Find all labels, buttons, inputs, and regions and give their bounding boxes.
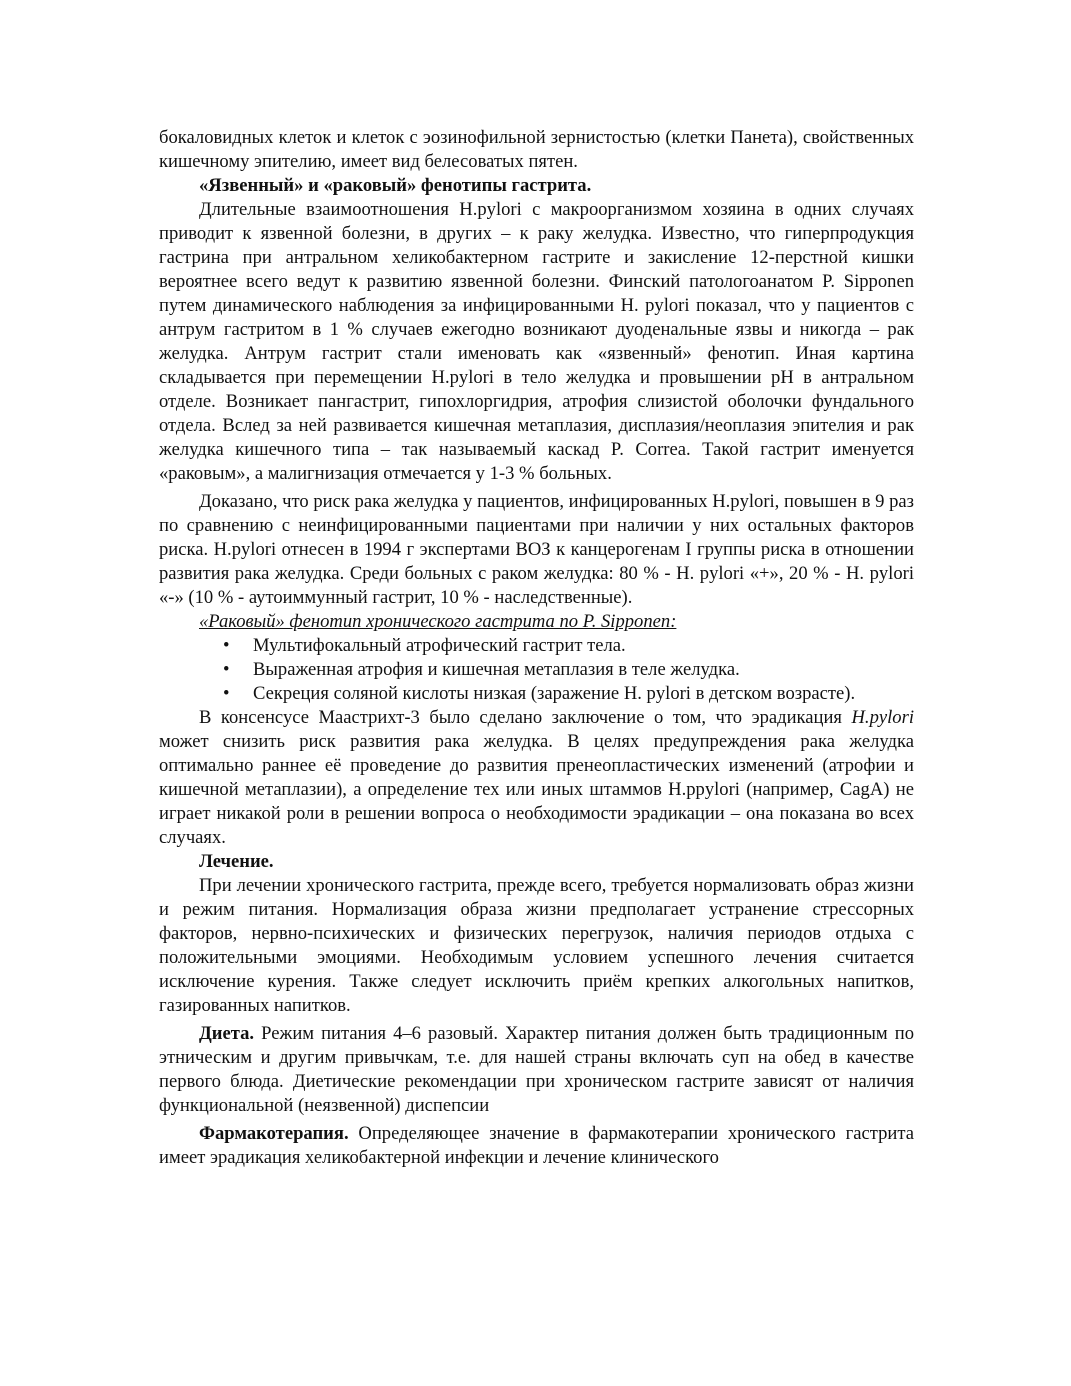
diet-text: Режим питания 4–6 разовый. Характер питания должен быть традиционным по этническим и другим привычкам, т.е. для нашей страны включать суп на обед в качестве первого блюда. Диетические рекомендации при хроническом гастрите зависят от наличия функциональной (неязвенной) диспепсии (159, 1023, 914, 1116)
paragraph-goblet-cells: бокаловидных клеток и клеток с эозинофильной зернистостью (клетки Панета), свойственных кишечному эпителию, имеет вид белесоватых пятен. (159, 127, 914, 172)
list-item-text: Выраженная атрофия и кишечная метаплазия в теле желудка. (253, 659, 740, 680)
heading-treatment: Лечение. (199, 851, 274, 872)
paragraph-pharmacotherapy (159, 1122, 914, 1170)
list-item-text: Секреция соляной кислоты низкая (заражение H. pylori в детском возрасте). (253, 683, 856, 704)
list-item (159, 658, 914, 682)
list-item (159, 634, 914, 658)
bullet-icon: • (223, 683, 230, 704)
bullet-icon: • (223, 635, 230, 656)
list-item-text: Мультифокальный атрофический гастрит тела. (253, 635, 626, 656)
maastricht-text-rest: может снизить риск развития рака желудка. В целях предупреждения рака желудка оптимально раннее её проведение до развития пренеопластических изменений (атрофии и кишечной метаплазии), а определение тех или иных штаммов H.ppylori (например, CagA) не играет никакой роли в решении вопроса о необходимости эрадикации – она показана во всех случаях. (159, 731, 914, 848)
bullet-icon: • (223, 659, 230, 680)
maastricht-text-start: В консенсусе Маастрихт-3 было сделано заключение о том, что эрадикация (199, 707, 852, 728)
list-caption-cancer-phenotype: «Раковый» фенотип хронического гастрита по P. Sipponen: (199, 611, 677, 632)
paragraph-maastricht (159, 706, 914, 850)
maastricht-italic-hpylori: H.pylori (851, 707, 914, 728)
bullet-list-phenotype (159, 634, 914, 706)
heading-phenotypes: «Язвенный» и «раковый» фенотипы гастрита. (199, 175, 592, 196)
document-page (159, 126, 914, 1170)
paragraph-cancer-risk: Доказано, что риск рака желудка у пациентов, инфицированных H.pylori, повышен в 9 раз по сравнению с неинфицированными пациентами при наличии у них остальных факторов риска. H.pylori отнесен в 1994 г экспертами ВОЗ к канцерогенам I группы риска в отношении развития рака желудка. Среди больных с раком желудка: 80 % - H. pylori «+», 20 % - H. pylori «-» (10 % - аутоиммунный гастрит, 10 % - наследственные). (159, 491, 914, 608)
list-item (159, 682, 914, 706)
diet-lead: Диета. (199, 1023, 255, 1044)
pharmacotherapy-lead: Фармакотерапия. (199, 1123, 349, 1144)
paragraph-diet (159, 1022, 914, 1118)
pharmacotherapy-text: Определяющее значение в фармакотерапии хронического гастрита имеет эрадикация хеликобактерной инфекции и лечение клинического (159, 1123, 914, 1168)
paragraph-hpylori-relations: Длительные взаимоотношения H.pylori с макроорганизмом хозяина в одних случаях приводит к язвенной болезни, в других – к раку желудка. Известно, что гиперпродукция гастрина при антральном хеликобактерном гастрите и закисление 12-перстной кишки вероятнее всего ведут к развитию язвенной болезни. Финский патологоанатом P. Sipponen путем динамического наблюдения за инфицированными H. pylori показал, что у пациентов с антрум гастритом в 1 % случаев ежегодно возникают дуоденальные язвы и никогда – рак желудка. Антрум гастрит стали именовать как «язвенный» фенотип. Иная картина складывается при перемещении H.pylori в тело желудка и провышении pH в антральном отделе. Возникает пангастрит, гипохлоргидрия, атрофия слизистой оболочки фундального отдела. Вслед за ней развивается кишечная метаплазия, дисплазия/неоплазия эпителия и рак желудка кишечного типа – так называемый каскад P. Correa. Такой гастрит именуется «раковым», а малигнизация отмечается у 1-3 % больных. (159, 199, 914, 484)
paragraph-lifestyle: При лечении хронического гастрита, прежде всего, требуется нормализовать образ жизни и режим питания. Нормализация образа жизни предполагает устранение стрессорных факторов, нервно-психических и физических перегрузок, наличия периодов отдыха с положительными эмоциями. Необходимым условием успешного лечения считается исключение курения. Также следует исключить приём крепких алкогольных напитков, газированных напитков. (159, 875, 914, 1016)
